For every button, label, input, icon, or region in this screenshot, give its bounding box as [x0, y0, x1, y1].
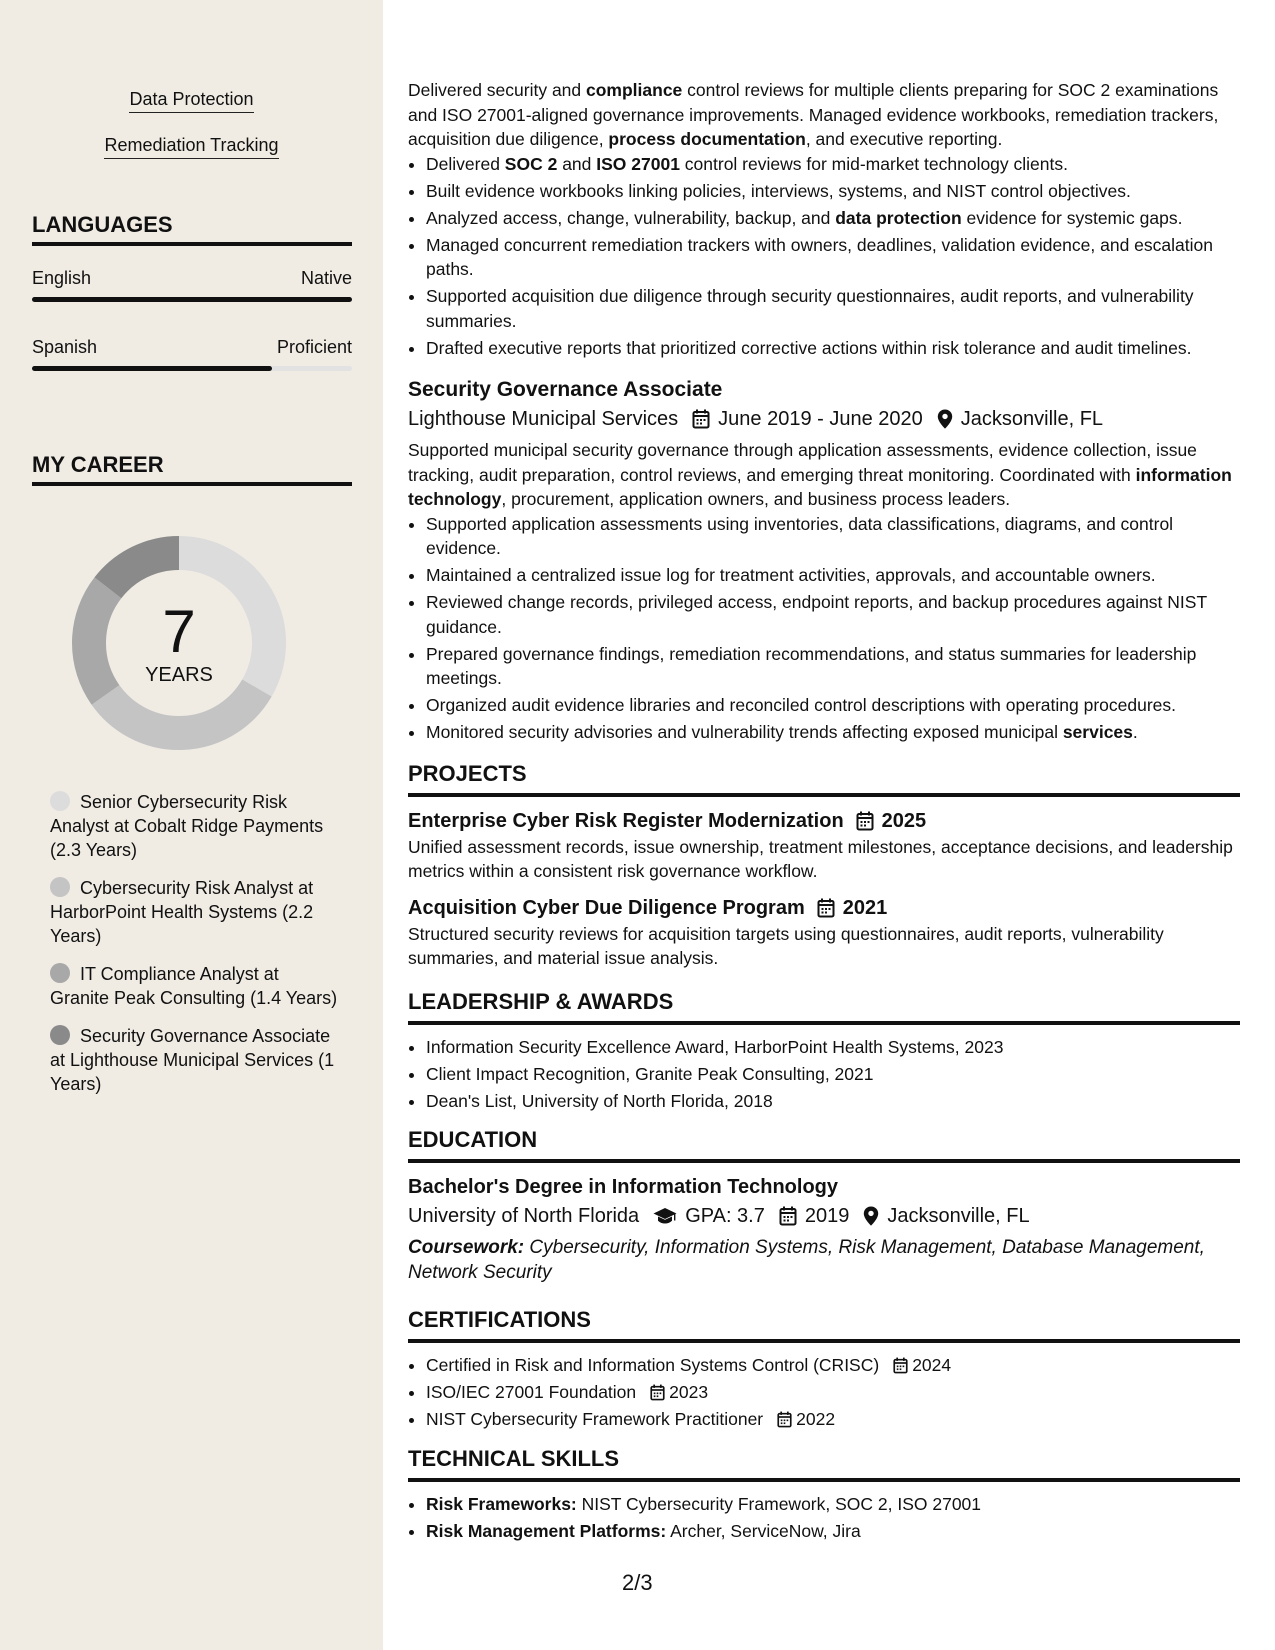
project-name: Enterprise Cyber Risk Register Modernization	[408, 809, 844, 832]
education-meta	[408, 1201, 1240, 1231]
language-bar-fill	[32, 297, 352, 302]
project-name: Acquisition Cyber Due Diligence Program	[408, 896, 805, 919]
career-legend-item	[50, 790, 340, 862]
text: Delivered	[426, 153, 505, 174]
donut-segment-2	[105, 688, 256, 733]
job-bullets	[426, 512, 1240, 745]
language-level: Proficient	[276, 337, 352, 357]
school-location: Jacksonville, FL	[887, 1205, 1030, 1227]
languages-heading: LANGUAGES	[32, 212, 352, 246]
skill-category: Risk Frameworks:	[426, 1493, 577, 1514]
skill-item	[426, 1492, 1240, 1517]
skill-values: Archer, ServiceNow, Jira	[666, 1520, 861, 1541]
school-name: University of North Florida	[408, 1205, 640, 1227]
bullet-item: • Supported acquisition due diligence through security questionnaires, audit reports, and vulnerability summaries.	[426, 284, 1240, 333]
project-description: Structured security reviews for acquisition targets using questionnaires, audit reports, vulnerability summaries, and material issue analysis.	[408, 923, 1164, 968]
calendar-icon	[692, 409, 710, 429]
skill-category: Risk Management Platforms:	[426, 1520, 667, 1541]
text: evidence for systemic gaps.	[961, 207, 1183, 228]
certification-item	[426, 1353, 1240, 1378]
certification-year: 2023	[669, 1382, 709, 1402]
graduation-year: 2019	[804, 1205, 850, 1227]
technical-skills-list	[426, 1492, 1240, 1544]
bullet-item	[426, 152, 1240, 177]
text: Supported municipal security governance through application assessments, evidence collection, issue tracking, audit preparation, control reviews, and emerging threat monitoring. Coordinated with	[408, 440, 1197, 485]
career-heading: MY CAREER	[32, 452, 352, 486]
map-pin-icon	[863, 1206, 879, 1226]
text: .	[1132, 722, 1138, 742]
bullet-item: • Managed concurrent remediation trackers with owners, deadlines, validation evidence, and escalation paths.	[426, 233, 1240, 282]
calendar-icon	[856, 811, 874, 831]
certification-name: • Certified in Risk and Information Systems Control (CRISC)	[426, 1355, 880, 1375]
project-description: Unified assessment records, issue ownership, treatment milestones, acceptance decisions, and leadership metrics within a consistent risk governance workflow.	[408, 836, 1233, 881]
career-legend-item	[50, 876, 340, 948]
language-bar	[32, 366, 352, 371]
bullet-item: • Drafted executive reports that prioritized corrective actions within risk tolerance and audit timelines.	[426, 336, 1240, 361]
bullet-item: • Prepared governance findings, remediation recommendations, and status summaries for leadership meetings.	[426, 642, 1240, 691]
job-dates: June 2019 - June 2020	[718, 408, 923, 430]
section-heading-projects: PROJECTS	[408, 761, 1240, 797]
bullet-item	[426, 720, 1240, 745]
skill-item	[0, 88, 383, 113]
text-bold: process documentation	[608, 129, 806, 149]
degree-title: Bachelor's Degree in Information Technology	[408, 1176, 839, 1198]
text-bold: services	[1062, 722, 1133, 742]
text: control reviews for multiple clients preparing for SOC 2 examinations and ISO 27001-aligned governance improvements. Managed evidence workbooks, remediation trackers, acquisition due diligence,	[408, 80, 1219, 149]
bullet-item: • Organized audit evidence libraries and reconciled control descriptions with operating procedures.	[426, 693, 1240, 718]
project-title	[408, 894, 1240, 922]
job-summary	[408, 438, 1240, 512]
job-title: Security Governance Associate	[408, 378, 723, 401]
text: Analyzed access, change, vulnerability, backup, and	[426, 207, 836, 228]
donut-segment-4	[108, 553, 179, 588]
legend-dot-icon	[50, 963, 70, 983]
career-legend-item	[50, 1024, 340, 1096]
skill-values: NIST Cybersecurity Framework, SOC 2, ISO 27001	[576, 1493, 982, 1514]
section-heading-education: EDUCATION	[408, 1127, 1240, 1163]
career-legend-text: Cybersecurity Risk Analyst at HarborPoint Health Systems (2.2 Years)	[50, 878, 314, 946]
job-meta	[408, 404, 1240, 434]
certification-item	[426, 1407, 1240, 1432]
coursework-list: Cybersecurity, Information Systems, Risk Management, Database Management, Network Security	[408, 1237, 1205, 1283]
language-bar-fill	[32, 366, 272, 371]
job-bullets	[426, 152, 1240, 361]
certification-year: 2022	[796, 1409, 836, 1429]
text: control reviews for mid-market technology clients.	[679, 153, 1068, 174]
text: , and executive reporting.	[805, 129, 1003, 149]
career-legend	[50, 790, 340, 1110]
text-bold: information technology	[408, 464, 1232, 509]
career-total-years: 7	[162, 598, 196, 665]
skill-label: Remediation Tracking	[104, 134, 278, 159]
bullet-item: • Reviewed change records, privileged access, endpoint reports, and backup procedures against NIST guidance.	[426, 590, 1240, 639]
calendar-icon	[777, 1411, 792, 1428]
section-heading-awards: LEADERSHIP & AWARDS	[408, 989, 1240, 1025]
graduation-cap-icon	[653, 1207, 677, 1225]
gpa: GPA: 3.7	[685, 1205, 765, 1227]
project-title	[408, 807, 1240, 835]
certification-name: • NIST Cybersecurity Framework Practitioner	[426, 1409, 764, 1429]
skill-item	[426, 1519, 1240, 1544]
legend-dot-icon	[50, 791, 70, 811]
career-legend-item	[50, 962, 340, 1010]
language-name: Spanish	[32, 337, 98, 357]
bullet-item	[426, 206, 1240, 231]
text: and	[557, 153, 597, 174]
skill-item	[0, 134, 383, 159]
calendar-icon	[817, 898, 835, 918]
award-item: • Information Security Excellence Award, HarborPoint Health Systems, 2023	[426, 1035, 1240, 1060]
bullet-item: • Supported application assessments using inventories, data classifications, diagrams, and control evidence.	[426, 512, 1240, 561]
project-year: 2025	[881, 809, 927, 832]
project-year: 2021	[842, 896, 888, 919]
calendar-icon	[779, 1206, 797, 1226]
career-legend-text: Security Governance Associate at Lighthouse Municipal Services (1 Years)	[50, 1026, 335, 1094]
map-pin-icon	[937, 409, 953, 429]
text: , procurement, application owners, and business process leaders.	[501, 489, 1011, 509]
language-bar	[32, 297, 352, 302]
certification-name: • ISO/IEC 27001 Foundation	[426, 1382, 637, 1402]
text-bold: compliance	[586, 80, 683, 100]
text: Delivered security and	[408, 80, 586, 100]
main-content	[408, 78, 1240, 1546]
coursework-label: Coursework:	[408, 1237, 525, 1258]
language-level: Native	[300, 268, 352, 288]
section-heading-technical-skills: TECHNICAL SKILLS	[408, 1446, 1240, 1482]
award-item: • Dean's List, University of North Florida, 2018	[426, 1089, 1240, 1114]
career-legend-text: IT Compliance Analyst at Granite Peak Consulting (1.4 Years)	[50, 964, 338, 1008]
bullet-item: • Maintained a centralized issue log for treatment activities, approvals, and accountable owners.	[426, 563, 1240, 588]
awards-list	[426, 1035, 1240, 1114]
certification-item	[426, 1380, 1240, 1405]
legend-dot-icon	[50, 1025, 70, 1045]
language-item	[32, 337, 352, 371]
skill-label: Data Protection	[129, 88, 253, 113]
text: Monitored security advisories and vulnerability trends affecting exposed municipal	[426, 722, 1063, 742]
coursework	[408, 1235, 1240, 1285]
text-bold: data protection	[835, 207, 962, 228]
section-heading-certifications: CERTIFICATIONS	[408, 1307, 1240, 1343]
language-name: English	[32, 268, 92, 288]
career-years-label: YEARS	[145, 664, 213, 686]
text-bold: SOC 2	[504, 153, 558, 174]
text-bold: ISO 27001	[596, 153, 680, 174]
award-item: • Client Impact Recognition, Granite Peak Consulting, 2021	[426, 1062, 1240, 1087]
job-summary	[408, 78, 1240, 152]
sidebar-skills	[0, 88, 383, 159]
company-name: Lighthouse Municipal Services	[408, 408, 679, 430]
legend-dot-icon	[50, 877, 70, 897]
career-legend-text: Senior Cybersecurity Risk Analyst at Cobalt Ridge Payments (2.3 Years)	[50, 792, 324, 860]
calendar-icon	[893, 1357, 908, 1374]
page-number: 2/3	[622, 1570, 653, 1595]
certification-year: 2024	[912, 1355, 952, 1375]
job-location: Jacksonville, FL	[960, 408, 1104, 430]
sidebar	[0, 0, 383, 1650]
calendar-icon	[650, 1384, 665, 1401]
bullet-item: • Built evidence workbooks linking policies, interviews, systems, and NIST control objectives.	[426, 179, 1240, 204]
certifications-list	[426, 1353, 1240, 1432]
language-item	[32, 268, 352, 302]
